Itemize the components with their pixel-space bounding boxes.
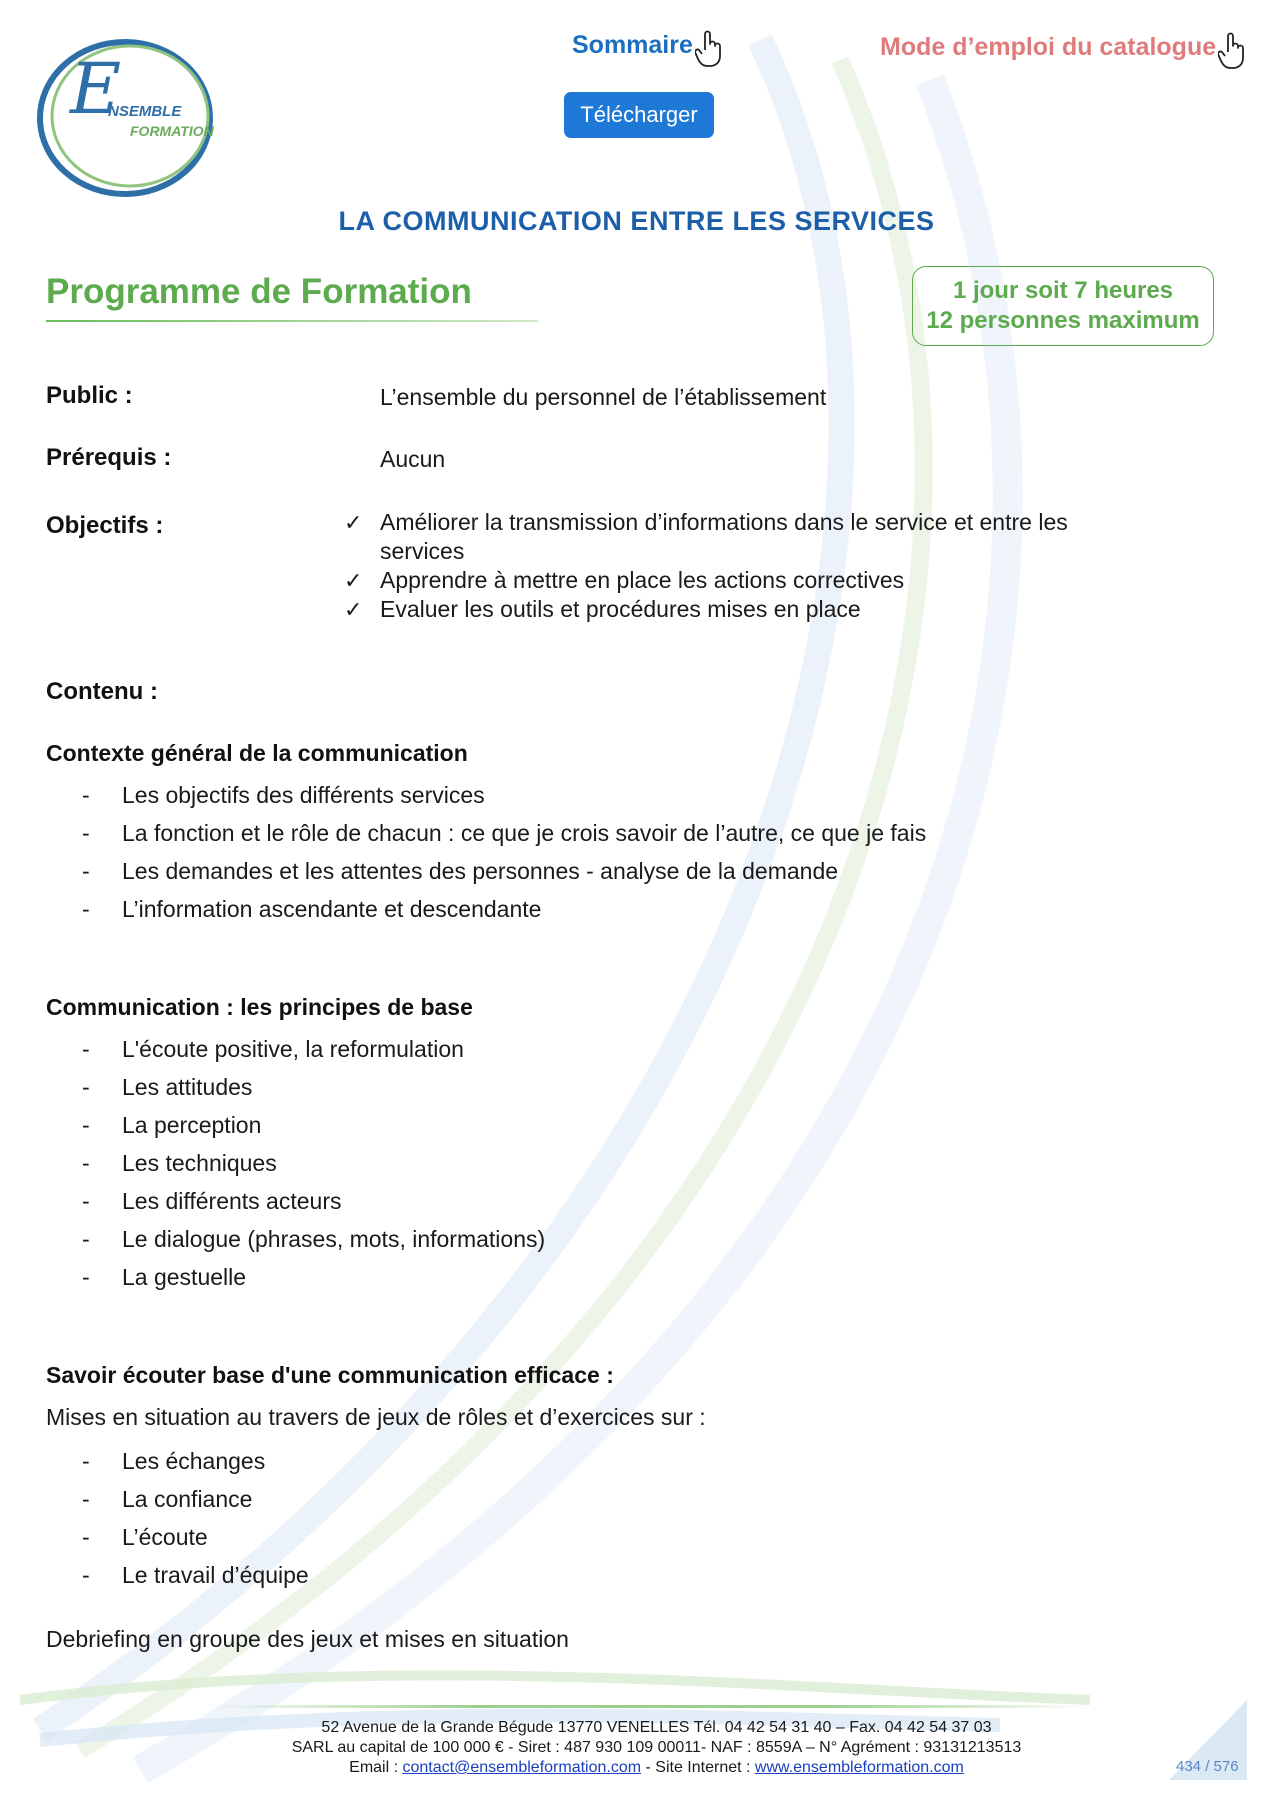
logo-text-bottom: FORMATION <box>130 123 214 139</box>
website-link[interactable]: www.ensembleformation.com <box>754 1759 964 1776</box>
list-item: - Les demandes et les attentes des personnes - analyse de la demande <box>82 858 839 884</box>
prerequis-label: Prérequis : <box>46 444 172 471</box>
footer <box>0 1718 1273 1778</box>
section-title: Contexte général de la communication <box>46 740 468 766</box>
list-item: - L’information ascendante et descendante <box>82 896 542 922</box>
checkmark-icon: ✓ <box>344 568 363 593</box>
public-value: L’ensemble du personnel de l’établissement <box>380 384 827 410</box>
list-item: - Le dialogue (phrases, mots, informations) <box>82 1226 546 1252</box>
section-title: Communication : les principes de base <box>46 994 473 1020</box>
footer-divider <box>210 1705 1090 1708</box>
list-item: - Les différents acteurs <box>82 1188 342 1214</box>
hand-pointer-icon <box>695 30 725 68</box>
checkmark-icon: ✓ <box>344 597 363 622</box>
sommaire-label: Sommaire <box>572 30 693 59</box>
mode-emploi-link[interactable] <box>880 24 1248 70</box>
footer-contact: Email : contact@ensembleformation.com - Site Internet : www.ensembleformation.com <box>349 1759 964 1776</box>
title-underline <box>46 320 538 322</box>
duration-line1: 1 jour soit 7 heures <box>952 277 1174 304</box>
list-item: - La fonction et le rôle de chacun : ce que je crois savoir de l’autre, ce que je fais <box>82 820 927 846</box>
email-link[interactable]: contact@ensembleformation.com <box>402 1759 642 1776</box>
list-item: ✓ Apprendre à mettre en place les actions correctives <box>344 567 905 593</box>
svg-text:E: E <box>70 48 122 130</box>
list-item: ✓ Evaluer les outils et procédures mises en place <box>344 596 861 622</box>
section3-list <box>80 1442 309 1594</box>
ensemble-formation-logo <box>30 28 230 203</box>
mode-emploi-label: Mode d’emploi du catalogue <box>880 32 1217 61</box>
list-item: - La perception <box>82 1112 262 1138</box>
list-item: ✓ Améliorer la transmission d’informations dans le service et entre les services <box>344 509 1068 564</box>
debriefing-text: Debriefing en groupe des jeux et mises en situation <box>46 1626 569 1652</box>
download-button[interactable]: Télécharger <box>564 92 714 138</box>
section-title: Savoir écouter base d'une communication efficace : <box>46 1362 614 1388</box>
duration-box <box>912 266 1214 346</box>
footer-address: 52 Avenue de la Grande Bégude 13770 VENELLES Tél. 04 42 54 31 40 – Fax. 04 42 54 37 03 <box>321 1719 992 1736</box>
duration-line2: 12 personnes maximum <box>926 307 1200 334</box>
objectives-list <box>340 508 1120 624</box>
list-item: - La gestuelle <box>82 1264 247 1290</box>
list-item: - L’écoute <box>82 1524 208 1550</box>
sommaire-link[interactable] <box>572 22 725 68</box>
logo-text-top: NSEMBLE <box>108 103 182 120</box>
list-item: - La confiance <box>82 1486 253 1512</box>
page-number: 434 / 576 <box>1176 1758 1239 1775</box>
list-item: - Les objectifs des différents services <box>82 782 485 808</box>
list-item: - Les techniques <box>82 1150 277 1176</box>
list-item: - Les échanges <box>82 1448 266 1474</box>
footer-legal: SARL au capital de 100 000 € - Siret : 487 930 109 00011- NAF : 8559A – N° Agrément : 93131213513 <box>291 1739 1022 1756</box>
prerequis-value: Aucun <box>380 446 446 472</box>
list-item: - Les attitudes <box>82 1074 253 1100</box>
section2-list <box>80 1030 545 1296</box>
section1-list <box>80 776 926 928</box>
objectifs-label: Objectifs : <box>46 512 164 539</box>
public-label: Public : <box>46 382 133 409</box>
hand-pointer-icon <box>1218 32 1248 70</box>
list-item: - L'écoute positive, la reformulation <box>82 1036 464 1062</box>
list-item: - Le travail d’équipe <box>82 1562 309 1588</box>
checkmark-icon: ✓ <box>344 510 363 535</box>
section3-intro: Mises en situation au travers de jeux de rôles et d’exercices sur : <box>46 1404 706 1430</box>
program-title: Programme de Formation <box>46 272 472 311</box>
page-title: LA COMMUNICATION ENTRE LES SERVICES <box>338 206 935 236</box>
contenu-label: Contenu : <box>46 678 158 705</box>
